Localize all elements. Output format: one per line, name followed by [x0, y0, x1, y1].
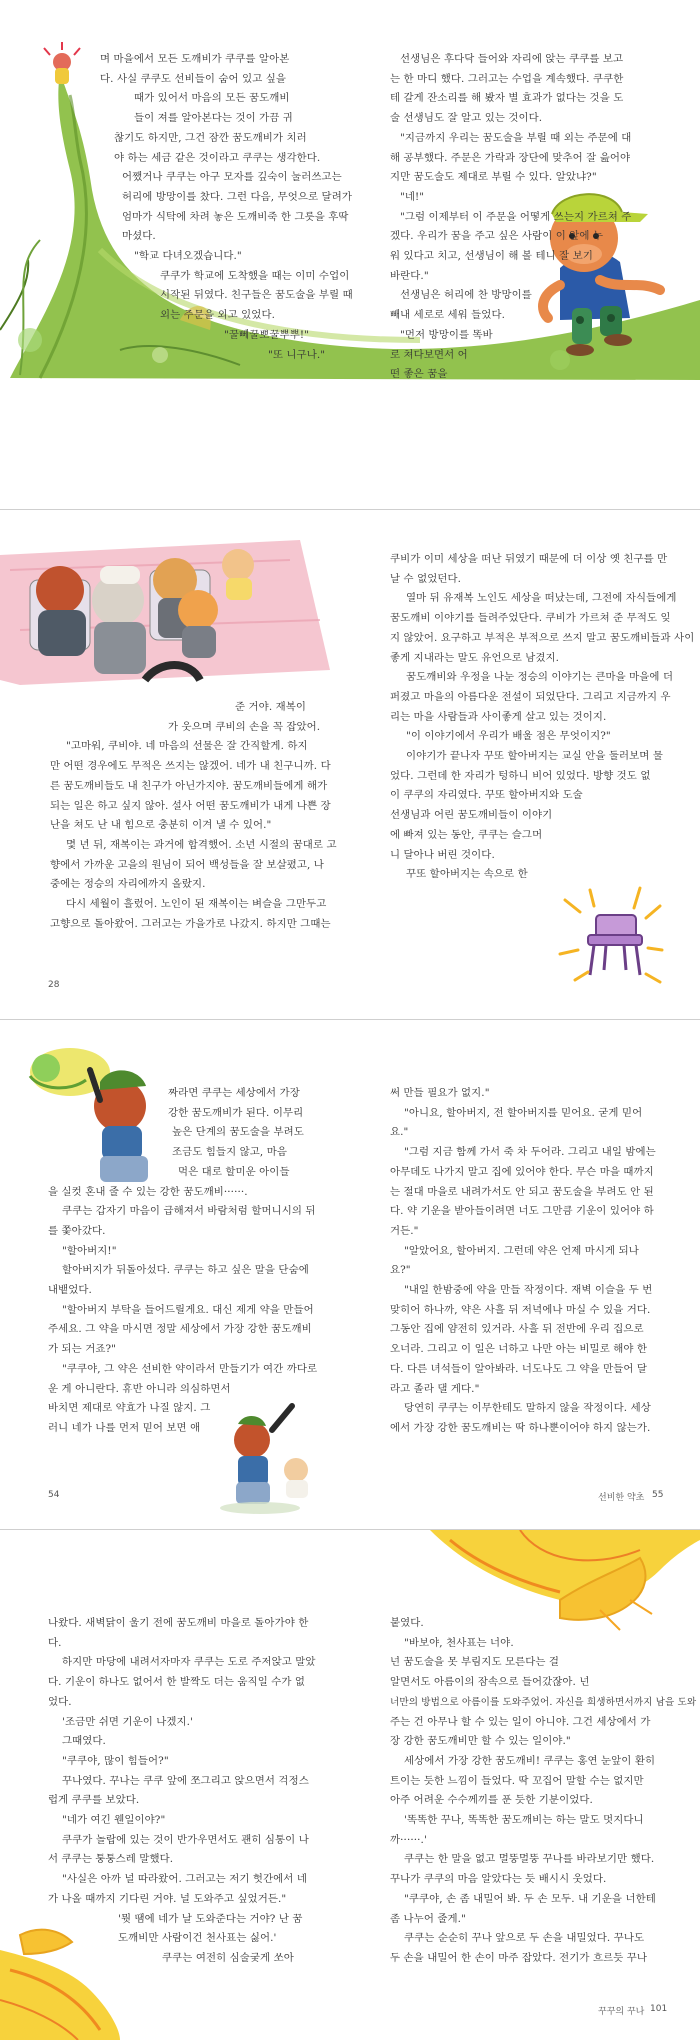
- text-line: 는 한 마디 했다. 그러고는 수업을 계속했다. 쿠쿠한: [390, 72, 624, 85]
- text-line: 을 실컷 혼내 줄 수 있는 강한 꿈도깨비······.: [48, 1185, 248, 1198]
- text-line: 테 갈게 잔소리를 해 봤자 별 효과가 없다는 것을 도: [390, 92, 624, 105]
- page-number-right: 101: [650, 2004, 668, 2014]
- text-line: 거든.": [390, 1224, 419, 1237]
- text-line: 그동안 집에 얌전히 있거라. 사흘 뒤 전반에 우리 집으로: [390, 1323, 644, 1336]
- text-line: 쿠쿠는 갑자기 마음이 급해져서 바람처럼 할머니시의 뒤: [62, 1205, 316, 1218]
- text-line: 주세요. 그 약을 마시면 정말 세상에서 가장 강한 꿈도깨비: [48, 1323, 312, 1336]
- right-page-text: [390, 550, 695, 885]
- text-line: 서 쿠쿠는 퉁퉁스레 말했다.: [48, 1853, 174, 1866]
- text-line: 며 마을에서 모든 도깨비가 쿠쿠를 알아본: [100, 53, 290, 65]
- left-page-text: [50, 698, 337, 934]
- text-line: "바보야, 천사표는 너야.: [404, 1636, 514, 1649]
- text-line: 를 쫓아갔다.: [48, 1224, 106, 1237]
- text-line: 너만의 방법으로 아름이를 도와주었어. 자신을 희생하면서까지 남을 도와: [390, 1696, 697, 1708]
- text-line: 되는 일은 하고 싶지 않아. 설사 어떤 꿈도깨비가 내게 나쁜 장: [50, 799, 331, 812]
- text-line: 두 손을 내밀어 한 손이 마주 잡았다. 전기가 흐르듯 꾸나: [390, 1951, 648, 1964]
- text-line: '똑똑한 꾸나, 똑똑한 꿈도깨비는 하는 말도 멋지다니: [404, 1814, 644, 1827]
- text-line: 워 있다고 치고, 선생님이 해 볼 테니 잘 보기: [390, 250, 593, 263]
- text-line: 가 웃으며 쿠비의 손을 꼭 잡았어.: [168, 720, 321, 733]
- text-line: "쿠쿠야, 많이 힘들어?": [62, 1754, 169, 1767]
- text-line: 아무데도 나가지 말고 집에 있어야 한다. 무슨 마을 때까지: [390, 1165, 654, 1178]
- text-line: 바치면 제대로 약효가 나질 않지. 그: [48, 1402, 211, 1415]
- text-line: 야 하는 세금 같은 것이라고 쿠쿠는 생각한다.: [114, 151, 321, 164]
- book-spread-4: [0, 1530, 700, 2040]
- text-line: 만 어떤 경우에도 무적은 쓰지는 않겠어. 네가 내 친구니까. 다: [50, 760, 331, 773]
- text-line: 다. 다른 녀석들이 알아봐라. 너도나도 그 약을 만들어 달: [390, 1362, 648, 1375]
- text-line: 높은 단계의 꿈도술을 부려도: [172, 1126, 304, 1139]
- page-number-left: 54: [48, 1490, 60, 1500]
- text-line: 외는 주문을 외고 있었다.: [160, 309, 275, 322]
- text-line: 른 꿈도깨비들도 내 친구가 아닌가지야. 꿈도깨비들에게 해가: [50, 779, 328, 792]
- text-line: 요?": [390, 1264, 411, 1277]
- text-line: 하지만 마당에 내려서자마자 쿠쿠는 도로 주저앉고 말았: [62, 1656, 316, 1669]
- text-line: 선생님은 후다닥 들어와 자리에 앉는 쿠쿠를 보고: [400, 53, 624, 65]
- text-line: "지금까지 우리는 꿈도술을 부릴 때 외는 주문에 대: [400, 131, 632, 144]
- right-page-text: [390, 1084, 670, 1439]
- text-line: 오너라. 그리고 이 일은 너하고 나만 아는 비밀로 해야 한: [390, 1343, 648, 1356]
- text-line: 향에서 가까운 고을의 원님이 되어 백성들을 잘 보살폈고, 나: [50, 858, 324, 871]
- left-page-text: [100, 50, 353, 365]
- text-line: 떤 좋은 꿈을: [390, 368, 448, 380]
- text-line: 라고 졸라 댈 게다.": [390, 1382, 480, 1395]
- text-line: 니 달아나 버린 것이다.: [390, 848, 495, 861]
- text-line: 트이는 듯한 느낌이 들었다. 딱 꼬집어 말할 수는 없지만: [390, 1774, 644, 1787]
- text-line: "네!": [400, 190, 425, 203]
- right-page-text: [390, 50, 660, 380]
- small-goblin-figure: [44, 42, 80, 84]
- running-footer: 꾸꾸의 꾸나: [598, 2007, 645, 2017]
- text-line: 에 빠져 있는 동안, 쿠쿠는 슬그머: [390, 828, 543, 841]
- text-line: 어쨌거나 쿠쿠는 아구 모자를 깊숙이 눌러쓰고는: [122, 171, 342, 184]
- text-line: 빼내 세로로 세워 들었다.: [390, 309, 505, 322]
- text-line: 고향으로 돌아왔어. 그러고는 가을가로 나갔지. 하지만 그때는: [50, 917, 331, 930]
- text-line: "그럼 이제부터 이 주문을 어떻게 쓰는지 가르쳐 주: [400, 210, 632, 223]
- text-line: 장 강한 꿈도깨비만 할 수 있는 일이야.": [390, 1735, 571, 1748]
- text-line: 로 쳐다보면서 어: [390, 348, 468, 361]
- text-line: 가 나올 때까지 기다린 거야. 널 도와주고 싶었거든.": [48, 1892, 287, 1905]
- text-line: 마셨다.: [122, 230, 156, 243]
- text-line: 쿠쿠가 학교에 도착했을 때는 이미 수업이: [160, 269, 350, 282]
- text-line: 붙였다.: [390, 1617, 424, 1629]
- left-page-text: [48, 1614, 338, 1969]
- text-line: 에서 가장 강한 꿈도깨비는 딱 하나뿐이어야 하지 않는가.: [390, 1421, 651, 1434]
- text-line: '뭣 땜에 네가 날 도와준다는 거야? 난 꿈: [118, 1912, 303, 1925]
- text-line: 꾸또 할아버지는 속으로 한: [406, 868, 528, 881]
- goblins-seated-illustration: [0, 540, 330, 685]
- text-line: "쿠쿠야, 그 약은 선비한 약이라서 만들기가 여간 까다로: [62, 1362, 318, 1375]
- pink-chair-illustration: [560, 888, 662, 982]
- text-line: "할아버지 부탁을 들어드릴게요. 대신 제게 약을 만들어: [62, 1303, 314, 1316]
- text-line: 가 되는 거죠?": [48, 1343, 117, 1356]
- text-line: 아주 어려운 수수께끼를 푼 듯한 기분이었다.: [390, 1794, 593, 1807]
- text-line: 지 않았어. 요구하고 부적은 부적으로 쓰지 말고 꿈도깨비들과 사이: [390, 631, 695, 644]
- text-line: 리는 마을 사람들과 사이좋게 살고 있는 것이지.: [390, 710, 607, 723]
- text-line: "네가 여긴 웬일이야?": [62, 1814, 166, 1827]
- text-line: 쿠쿠는 순순히 꾸나 앞으로 두 손을 내밀었다. 꾸나도: [404, 1932, 645, 1945]
- text-line: "아니요, 할아버지, 전 할아버지를 믿어요. 굳게 믿어: [404, 1106, 643, 1119]
- text-line: 때가 있어서 마음의 모든 꿈도깨비: [134, 92, 290, 105]
- text-line: 허리에 방망이를 찼다. 그런 다음, 무엇으로 달려가: [122, 190, 352, 203]
- text-line: 술 선생님도 잘 알고 있는 것이다.: [390, 112, 543, 125]
- text-line: 다시 세월이 흘렀어. 노인이 된 재복이는 벼슬을 그만두고: [66, 898, 327, 911]
- text-line: 럽게 쿠쿠를 보았다.: [48, 1794, 140, 1807]
- text-line: 시작된 뒤였다. 친구들은 꿈도술을 부릴 때: [160, 289, 353, 302]
- text-line: 선생님과 어린 꿈도깨비들이 이야기: [390, 809, 553, 822]
- text-line: 나왔다. 새벽닭이 울기 전에 꿈도깨비 마을로 돌아가야 한: [48, 1617, 309, 1629]
- text-line: 쿠쿠는 한 말을 없고 멀뚱멀뚱 꾸나를 바라보기만 했다.: [404, 1853, 655, 1866]
- text-line: "그럼 지금 함께 가서 죽 차 두어라. 그리고 내일 밤에는: [404, 1146, 656, 1159]
- text-line: 운 게 아니란다. 휴반 아니라 의심하면서: [48, 1382, 231, 1395]
- text-line: 먹은 대로 할미운 아이들: [178, 1165, 290, 1178]
- text-line: 겠다. 우리가 꿈을 주고 싶은 사람이 이 앞에 누: [390, 230, 604, 243]
- text-line: 다. 사실 쿠쿠도 선비들이 숨어 있고 싶을: [100, 72, 287, 85]
- text-line: "꿀뻬꿀뽀꿀뿌뿌!": [224, 328, 309, 341]
- left-page-text: [48, 1084, 328, 1439]
- text-line: 꿈도깨비와 우정을 나눈 정승의 이야기는 큰마을 마을에 더: [406, 671, 674, 684]
- text-line: 꾸나가 쿠쿠의 마음 알았다는 듯 배시시 웃었다.: [390, 1873, 607, 1886]
- text-line: 조금도 힘들지 않고, 마음: [172, 1146, 287, 1159]
- text-line: "할아버지!": [62, 1244, 117, 1257]
- running-footer: 선비한 약초: [598, 1493, 645, 1503]
- text-line: 준 거야. 재복이: [235, 701, 307, 713]
- book-spread-2: [0, 510, 700, 1020]
- text-line: 좋게 지내라는 말도 유언으로 남겼지.: [390, 651, 560, 664]
- text-line: 좀 나누어 줄게.": [390, 1912, 466, 1925]
- right-page-text: [390, 1614, 697, 1969]
- text-line: '조금만 쉬면 기운이 나겠지.': [62, 1715, 194, 1728]
- text-line: 이 쿠쿠의 자리였다. 꾸또 할아버지와 도술: [390, 789, 583, 802]
- text-line: 짜라면 쿠쿠는 세상에서 가장: [168, 1087, 300, 1099]
- text-line: 었다.: [48, 1695, 72, 1708]
- text-line: 몇 년 뒤, 재복이는 과거에 합격했어. 소년 시절의 꿈대로 고: [66, 838, 337, 851]
- page-number-right: 55: [652, 1490, 664, 1500]
- text-line: 중에는 정승의 자리에까지 올랐지.: [50, 878, 206, 891]
- text-line: 지만 꿈도술도 제대로 부릴 수 있다. 알았냐?": [390, 171, 597, 184]
- text-line: 주는 건 아무나 할 수 있는 일이 아니야. 그건 세상에서 가: [390, 1715, 651, 1728]
- text-line: 날 수 없었던다.: [390, 572, 462, 585]
- text-line: 당연히 쿠쿠는 이무한테도 말하지 않을 작정이다. 세상: [404, 1402, 651, 1415]
- text-line: 맞히어 하나까, 약은 사흘 뒤 저녁에나 마실 수 있을 거다.: [390, 1303, 651, 1316]
- book-spread-3: [0, 1020, 700, 1530]
- text-line: 해 공부했다. 주문은 가락과 장단에 맞추어 잘 읊어야: [390, 151, 631, 164]
- text-line: "학교 다녀오겠습니다.": [134, 250, 242, 263]
- text-line: "이 이야기에서 우리가 배울 점은 무엇이지?": [406, 730, 611, 743]
- text-line: 쿠쿠는 여전히 심술궂게 쏘아: [162, 1951, 294, 1964]
- text-line: "사실은 아까 널 따라왔어. 그러고는 저기 헛간에서 네: [62, 1873, 307, 1886]
- text-line: 었다. 그런데 한 자리가 텅하니 비어 있었다. 방향 것도 없: [390, 769, 651, 782]
- text-line: 는 절대 마을로 내려가서도 안 되고 꿈도술을 부려도 안 된: [390, 1185, 654, 1198]
- text-line: 할아버지가 뒤돌아섰다. 쿠쿠는 하고 싶은 말을 단숨에: [62, 1264, 309, 1277]
- text-line: 도깨비만 사람이건 천사표는 싫어.': [118, 1932, 277, 1945]
- text-line: 다. 기운이 하나도 없어서 한 발짝도 더는 움직일 수가 없: [48, 1676, 306, 1689]
- text-line: 강한 꿈도깨비가 된다. 이무리: [168, 1106, 304, 1119]
- text-line: "또 니구나.": [268, 348, 326, 361]
- text-line: 써 만들 필요가 없지.": [390, 1087, 490, 1099]
- text-line: 난을 쳐도 난 내 힘으로 충분히 이겨 낼 수 있어.": [50, 819, 272, 832]
- text-line: 꿈도깨비 이야기를 들려주었단다. 쿠비가 가르쳐 준 무적도 잊: [390, 612, 671, 625]
- text-line: 바란다.": [390, 269, 429, 282]
- text-line: 열마 뒤 유재복 노인도 세상을 떠났는데, 그전에 자식들에게: [406, 592, 677, 605]
- text-line: 넌 꿈도술을 못 부림지도 모른다는 걸: [390, 1656, 560, 1669]
- text-line: 찮기도 하지만, 그건 잠깐 꿈도깨비가 치러: [114, 131, 307, 144]
- text-line: 이야기가 끝나자 꾸또 할아버지는 교실 안을 둘러보며 물: [406, 750, 663, 763]
- text-line: 알면서도 아름이의 잠속으로 들어갔잖아. 넌: [390, 1676, 590, 1689]
- text-line: "먼저 방망이를 똑바: [400, 328, 493, 341]
- text-line: 다. 약 기운을 받아들이려면 너도 그만큼 기운이 있어야 하: [390, 1205, 654, 1218]
- text-line: "고마워, 쿠비야. 네 마음의 선물은 잘 간직할게. 하지: [66, 740, 308, 753]
- text-line: 다.: [48, 1636, 62, 1649]
- text-line: 들이 져를 알아본다는 것이 가끔 귀: [134, 112, 293, 125]
- text-line: "쿠쿠야, 손 좀 내밀어 봐. 두 손 모두. 내 기운을 너한테: [404, 1892, 656, 1905]
- text-line: 내뱉었다.: [48, 1284, 92, 1297]
- text-line: 그때였다.: [62, 1735, 106, 1748]
- text-line: 선생님은 허리에 찬 방망이를: [400, 289, 532, 302]
- text-line: 요.": [390, 1126, 409, 1139]
- text-line: 꾸나였다. 꾸나는 쿠쿠 앞에 쪼그리고 앉으면서 걱정스: [62, 1774, 309, 1787]
- text-line: 까······.': [390, 1833, 427, 1846]
- text-line: 세상에서 가장 강한 꿈도깨비! 쿠쿠는 홍연 눈앞이 환히: [404, 1754, 656, 1767]
- text-line: 쿠쿠가 놀랍에 있는 것이 반가우면서도 괜히 심통이 나: [62, 1833, 309, 1846]
- page-number-left: 28: [48, 980, 60, 990]
- text-line: 엄마가 식탁에 차려 놓은 도깨비죽 한 그릇을 후딱: [122, 210, 349, 223]
- text-line: 퍼졌고 마을의 아름다운 전설이 되었단다. 그리고 지금까지 우: [390, 690, 671, 703]
- text-line: "알았어요, 할아버지. 그런데 약은 언제 마시게 되나: [404, 1244, 639, 1257]
- text-line: "내일 한밤중에 약을 만들 작정이다. 재벽 이슬을 두 번: [404, 1284, 653, 1297]
- book-spread-1: [0, 0, 700, 380]
- text-line: 쿠비가 이미 세상을 떠난 뒤였기 때문에 더 이상 옛 친구를 만: [390, 553, 668, 565]
- text-line: 러니 네가 나를 먼저 믿어 보면 애: [48, 1421, 201, 1434]
